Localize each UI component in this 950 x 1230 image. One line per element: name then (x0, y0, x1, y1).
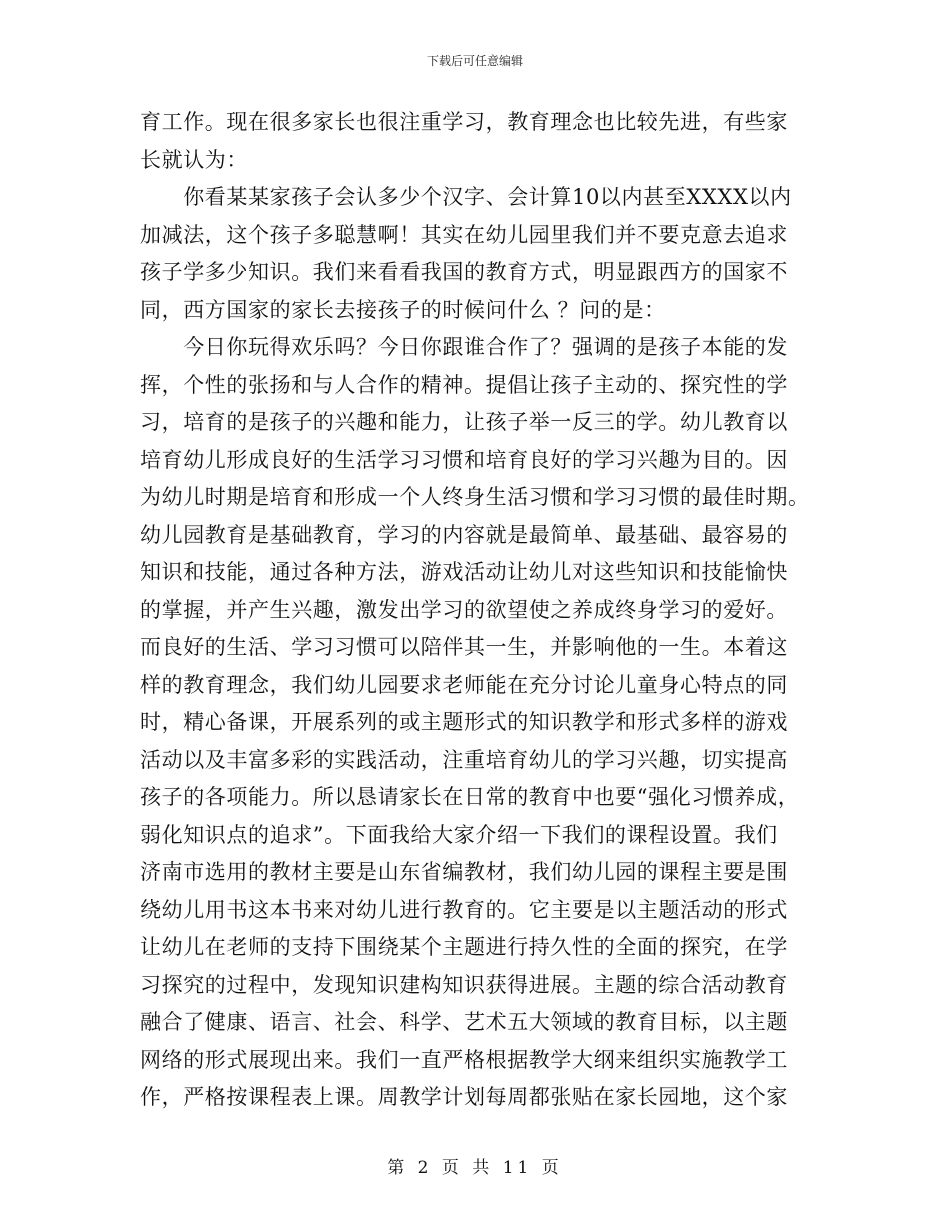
text-line: 作，严格按课程表上课。周教学计划每周都张贴在家长园地，这个家 (140, 1085, 788, 1109)
text-line: 培育幼儿形成良好的生活学习习惯和培育良好的学习兴趣为目的。因 (140, 447, 788, 472)
text-line: 孩子的各项能力。所以恳请家长在日常的教育中也要“强化习惯养成， (140, 785, 800, 809)
text-line: 习探究的过程中，发现知识建构知识获得进展。主题的综合活动教育 (140, 972, 788, 997)
text-line: 同，西方国家的家长去接孩子的时候问什么 ？问的是： (140, 297, 666, 322)
text-line: 习，培育的是孩子的兴趣和能力，让孩子举一反三的学。幼儿教育以 (140, 410, 788, 434)
text-line: 网络的形式展现出来。我们一直严格根据教学大纲来组织实施教学工 (140, 1047, 788, 1072)
text-line: 融合了健康、语言、社会、科学、艺术五大领域的教育目标，以主题 (140, 1010, 788, 1034)
text-line: 今日你玩得欢乐吗？今日你跟谁合作了？强调的是孩子本能的发 (140, 335, 788, 359)
text-line: 绕幼儿用书这本书来对幼儿进行教育的。它主要是以主题活动的形式 (140, 897, 788, 922)
text-line: 加减法，这个孩子多聪慧啊！其实在幼儿园里我们并不要克意去追求 (140, 222, 788, 247)
text-line: 时，精心备课，开展系列的或主题形式的知识教学和形式多样的游戏 (140, 710, 788, 734)
text-line: 幼儿园教育是基础教育，学习的内容就是最简单、最基础、最容易的 (140, 522, 788, 547)
document-body (140, 104, 820, 1117)
text-line: 让幼儿在老师的支持下围绕某个主题进行持久性的全面的探究，在学 (140, 935, 788, 959)
text-line: 济南市选用的教材主要是山东省编教材，我们幼儿园的课程主要是围 (140, 860, 788, 884)
text-line: 知识和技能，通过各种方法，游戏活动让幼儿对这些知识和技能愉快 (140, 560, 788, 584)
page-number: 第 2 页 共 11 页 (387, 1158, 563, 1178)
text-line: 育工作。现在很多家长也很注重学习，教育理念也比较先进，有些家 (140, 110, 788, 134)
page-header: 下载后可任意编辑 (426, 54, 523, 68)
text-line: 弱化知识点的追求”。下面我给大家介绍一下我们的课程设置。我们 (140, 822, 778, 847)
text-line: 的掌握，并产生兴趣，激发出学习的欲望使之养成终身学习的爱好。 (140, 597, 788, 622)
text-line: 你看某某家孩子会认多少个汉字、会计算10以内甚至XXXX以内 (140, 185, 792, 209)
text-line: 孩子学多少知识。我们来看看我国的教育方式，明显跟西方的国家不 (140, 260, 788, 284)
text-line: 而良好的生活、学习习惯可以陪伴其一生，并影响他的一生。本着这 (140, 635, 788, 659)
text-line: 为幼儿时期是培育和形成一个人终身生活习惯和学习习惯的最佳时期。 (140, 485, 810, 509)
text-line: 长就认为： (140, 147, 248, 172)
text-line: 挥，个性的张扬和与人合作的精神。提倡让孩子主动的、探究性的学 (140, 372, 788, 397)
text-line: 样的教育理念，我们幼儿园要求老师能在充分讨论儿童身心特点的同 (140, 672, 788, 697)
text-line: 活动以及丰富多彩的实践活动，注重培育幼儿的学习兴趣，切实提高 (140, 747, 788, 772)
